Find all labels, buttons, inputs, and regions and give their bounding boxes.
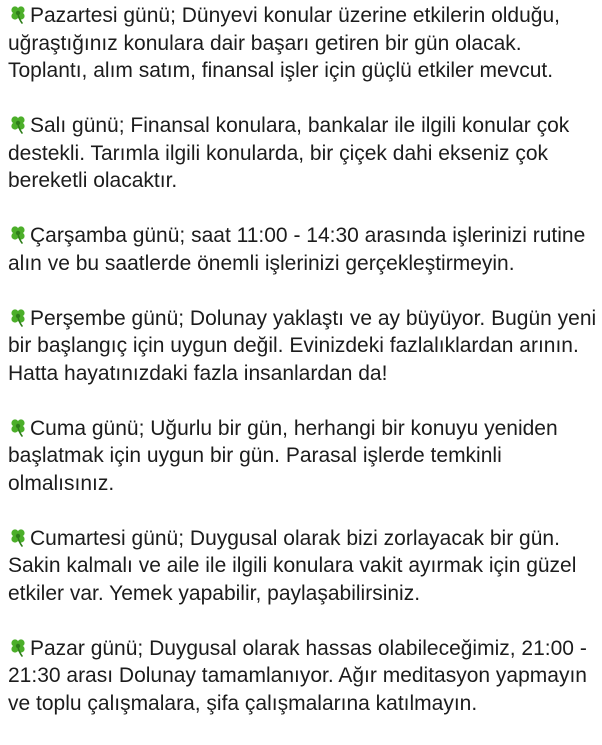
four-leaf-clover-icon [8,114,28,134]
four-leaf-clover-icon [8,4,28,24]
day-forecast-list [8,2,600,717]
day-entry-tuesday [8,112,600,195]
day-entry-wednesday [8,222,600,277]
four-leaf-clover-icon [8,224,28,244]
entry-text: Cuma günü; Uğurlu bir gün, herhangi bir konuyu yeniden başlatmak için uygun bir gün. Parasal işlerde temkinli olmalısınız. [8,416,558,495]
day-entry-monday [8,2,600,85]
entry-text: Cumartesi günü; Duygusal olarak bizi zorlayacak bir gün. Sakin kalmalı ve aile ile ilgili konulara vakit ayırmak için güzel etkiler var. Yemek yapabilir, paylaşabilirsiniz. [8,526,577,605]
entry-text: Çarşamba günü; saat 11:00 - 14:30 arasında işlerinizi rutine alın ve bu saatlerde önemli işlerinizi gerçekleştirmeyin. [8,224,586,275]
four-leaf-clover-icon [8,417,28,437]
day-entry-friday [8,415,600,498]
four-leaf-clover-icon [8,637,28,657]
four-leaf-clover-icon [8,527,28,547]
entry-text: Pazartesi günü; Dünyevi konular üzerine etkilerin olduğu, uğraştığınız konulara dair başarı getiren bir gün olacak. Toplantı, alım satım, finansal işler için güçlü etkiler mevcut. [8,4,560,82]
entry-text: Salı günü; Finansal konulara, bankalar ile ilgili konular çok destekli. Tarımla ilgili konularda, bir çiçek dahi ekseniz çok bereketli olacaktır. [8,114,570,192]
day-entry-saturday [8,525,600,608]
entry-text: Pazar günü; Duygusal olarak hassas olabileceğimiz, 21:00 - 21:30 arası Dolunay tamamlanıyor. Ağır meditasyon yapmayın ve toplu çalışmalara, şifa çalışmalarına katılmayın. [8,636,587,715]
entry-text: Perşembe günü; Dolunay yaklaştı ve ay büyüyor. Bugün yeni bir başlangıç için uygun değil. Evinizdeki fazlalıklardan arının. Hatta hayatınızdaki fazla insanlardan da! [8,306,597,385]
four-leaf-clover-icon [8,307,28,327]
day-entry-thursday [8,305,600,388]
day-entry-sunday [8,635,600,718]
